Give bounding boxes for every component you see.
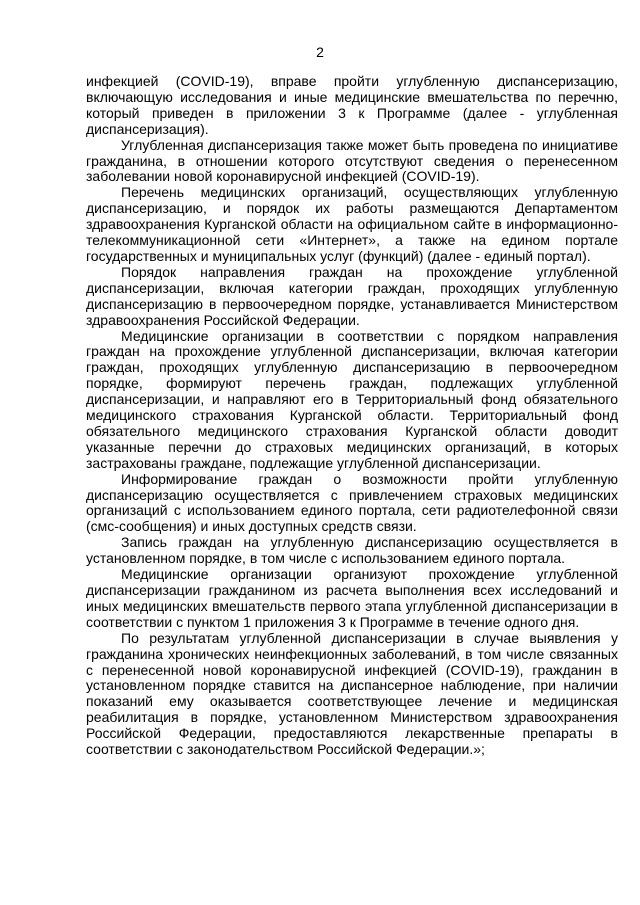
paragraph: Медицинские организации организуют прохождение углубленной диспансеризации гражданином из расчета выполнения всех исследований и иных медицинских вмешательств первого этапа углубленной диспансеризации в соответствии с пунктом 1 приложения 3 к Программе в течение одного дня. [86, 566, 618, 630]
document-body [86, 74, 618, 758]
paragraph: По результатам углубленной диспансеризации в случае выявления у гражданина хронических неинфекционных заболеваний, в том числе связанных с перенесенной новой коронавирусной инфекцией (COVID-19), гражданин в установленном порядке ставится на диспансерное наблюдение, при наличии показаний ему оказывается соответствующее лечение и медицинская реабилитация в порядке, установленном Министерством здравоохранения Российской Федерации, предоставляются лекарственные препараты в соответствии с законодательством Российской Федерации.»; [86, 629, 618, 758]
paragraph: Углубленная диспансеризация также может быть проведена по инициативе гражданина, в отношении которого отсутствуют сведения о перенесенном заболевании новой коронавирусной инфекцией (COVID-19). [86, 136, 618, 185]
paragraph-continuation: инфекцией (COVID-19), вправе пройти углубленную диспансеризацию, включающую исследования и иные медицинские вмешательства по перечню, который приведен в приложении 3 к Программе (далее - углубленная диспансеризация). [86, 73, 618, 137]
paragraph: Перечень медицинских организаций, осуществляющих углубленную диспансеризацию, и порядок их работы размещаются Департаментом здравоохранения Курганской области на официальном сайте в информационно-телекоммуникационной сети «Интернет», а также на едином портале государственных и муниципальных услуг (функций) (далее - единый портал). [86, 184, 618, 264]
page-number: 2 [316, 44, 324, 60]
paragraph: Порядок направления граждан на прохождение углубленной диспансеризации, включая категории граждан, проходящих углубленную диспансеризацию в первоочередном порядке, устанавливается Министерством здравоохранения Российской Федерации. [86, 263, 618, 328]
paragraph: Информирование граждан о возможности пройти углубленную диспансеризацию осуществляется с привлечением страховых медицинских организаций с использованием единого портала, сети радиотелефонной связи (смс-сообщения) и иных доступных средств связи. [86, 470, 618, 535]
paragraph: Запись граждан на углубленную диспансеризацию осуществляется в установленном порядке, в том числе с использованием единого портала. [86, 534, 618, 567]
paragraph: Медицинские организации в соответствии с порядком направления граждан на прохождение углубленной диспансеризации, включая категории граждан, проходящих углубленную диспансеризацию в первоочередном порядке, формируют перечень граждан, подлежащих углубленной диспансеризации, и направляют его в Территориальный фонд обязательного медицинского страхования Курганской области. Территориальный фонд обязательного медицинского страхования Курганской области доводит указанные перечни до страховых медицинских организаций, в которых застрахованы граждане, подлежащие углубленной диспансеризации. [86, 327, 618, 471]
